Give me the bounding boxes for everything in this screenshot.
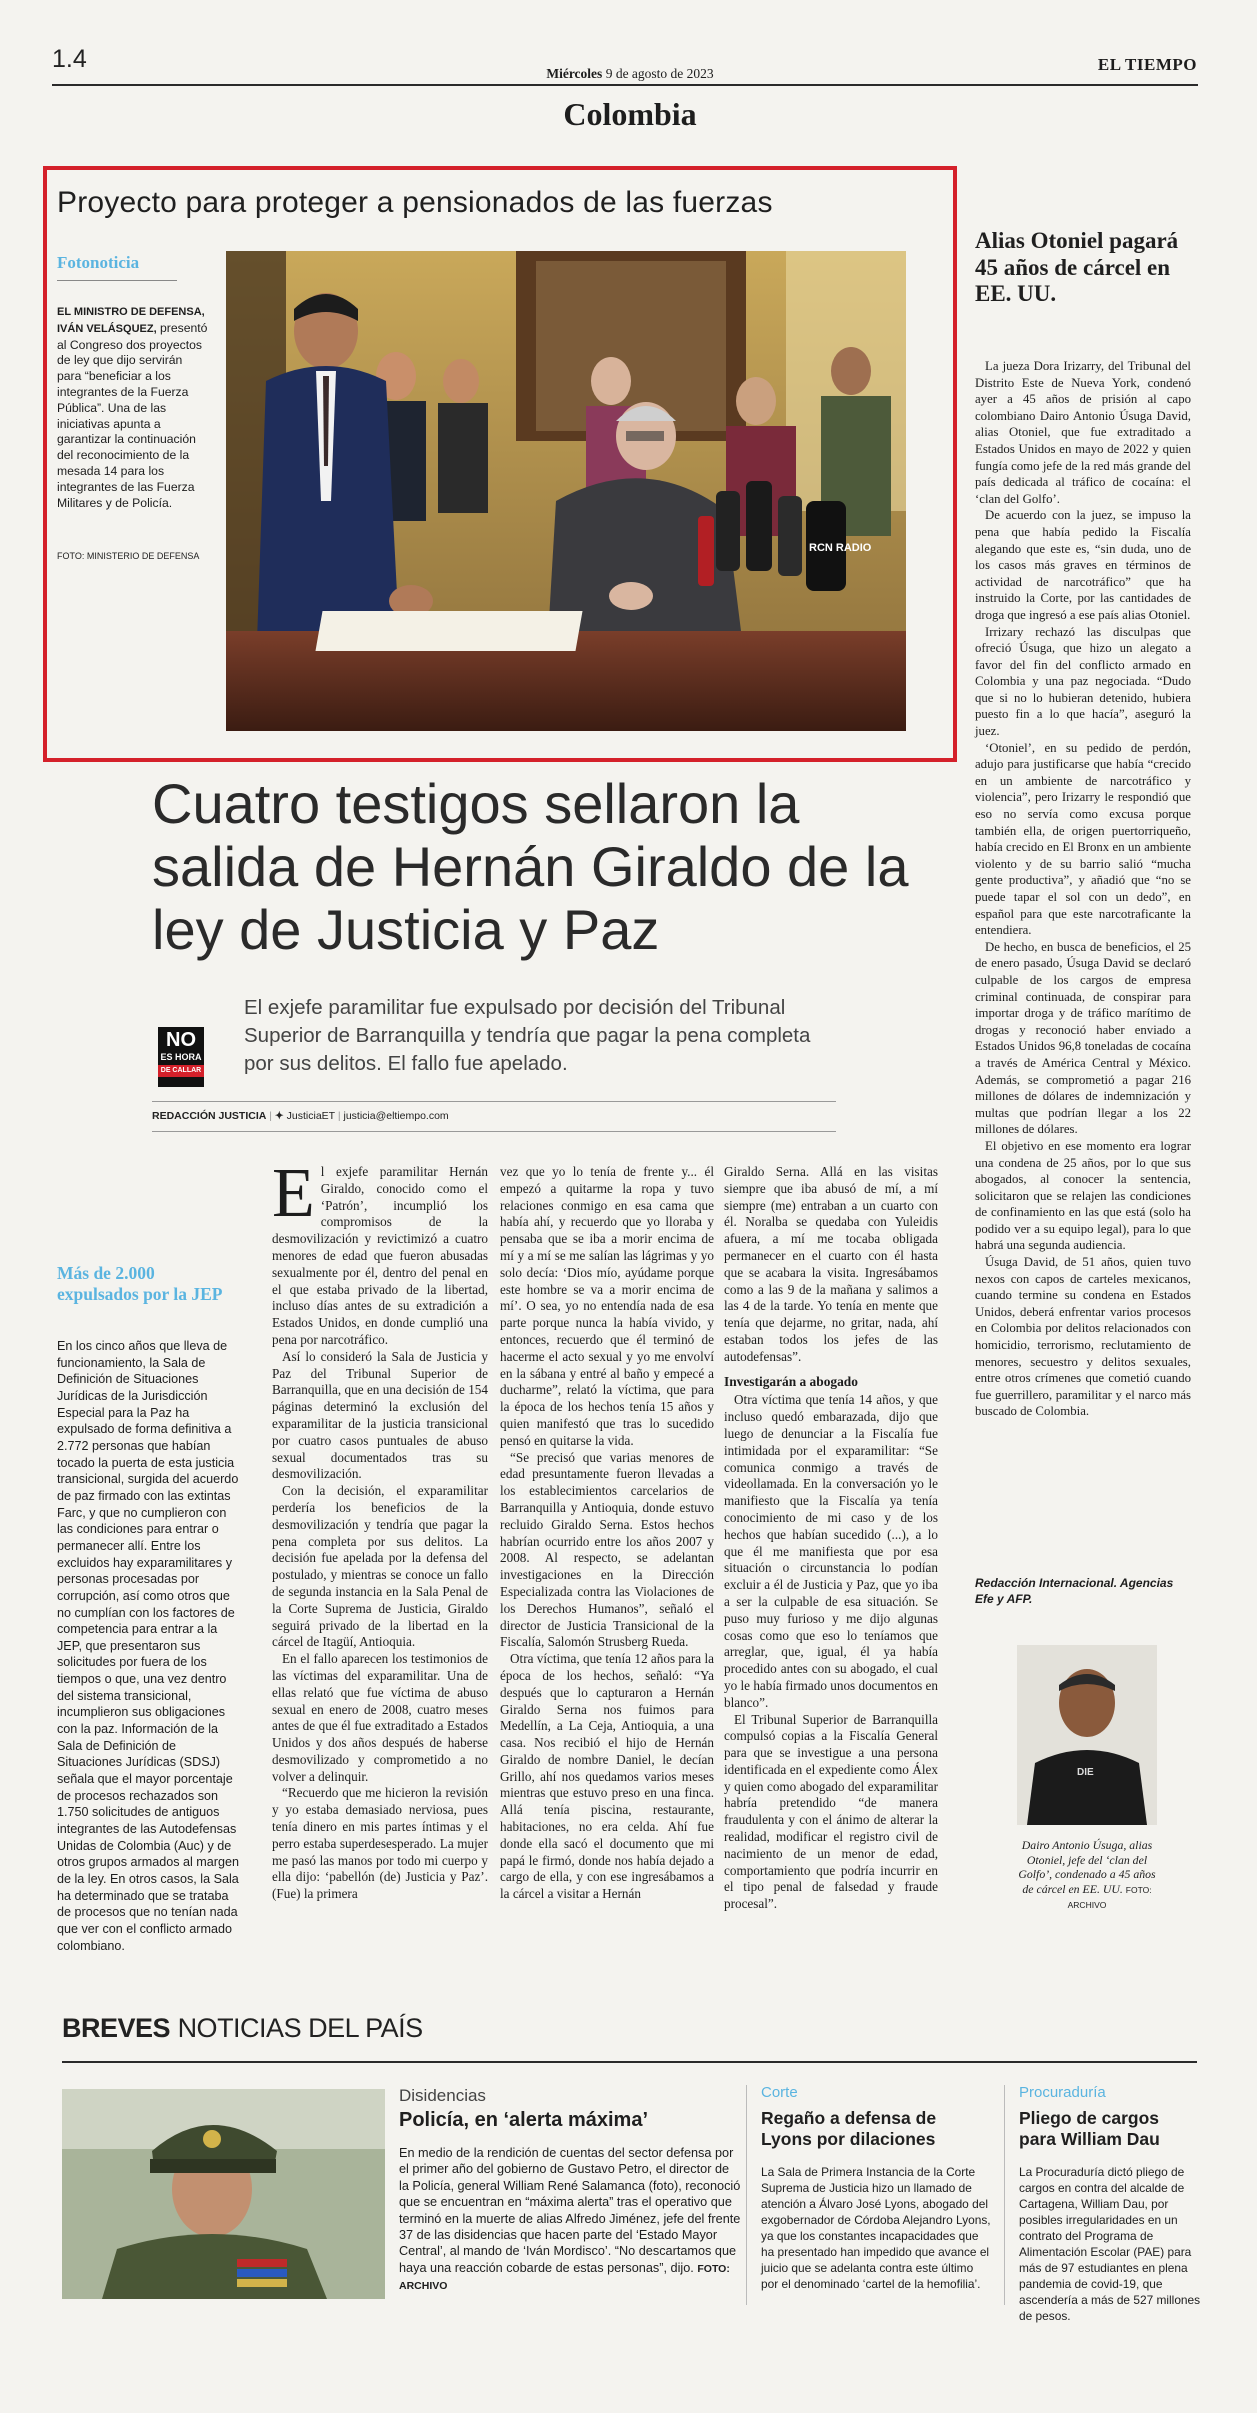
breves-rule [62,2061,1197,2063]
breves-item1-body [399,2145,741,2295]
otoniel-p7: Úsuga David, de 51 años, quien tuvo nexos con capos de carteles mexicanos, cuando termine su condena en Estados Unidos, deberá enfrentar varios procesos en Colombia por delitos relacionados con homicidio, terrorismo, reclutamiento de menores, secuestro y delitos sexuales, entre otros crímenes que cometió cuando fue guerrillero, paramilitar y el narco más buscado de Colombia. [975,1255,1191,1419]
otoniel-body [975,358,1191,1420]
fotonoticia-caption-lead: EL MINISTRO DE DEFENSA, IVÁN VELÁSQUEZ, [57,306,205,335]
col1-p2: Así lo consideró la Sala de Justicia y Paz del Tribunal Superior de Barranquilla, que en una decisión de 154 páginas determinó la exclusión del exparamilitar de la justicia transicional por cuatro casos puntuales de abuso sexual documentados tras su desmovilización. [272,1348,488,1482]
col3-p1: Giraldo Serna. Allá en las visitas siempre que iba abusó de mí, a mí siempre (me) entraban a un cuarto con él. Noralba se quedaba con Yuleidis afuera, a mí me tocaba obligada permanecer en el cuarto con él hasta que se acabara la visita. Ingresábamos como a las 9 de la mañana y salimos a las 4 de la tarde. Yo tenía en mente que tenía que dejarme, no gritar, nada, ahí estaban todos los jefes de las autodefensas”. [724,1164,938,1364]
otoniel-p5: De hecho, en busca de beneficios, el 25 de enero pasado, Úsuga David se declaró culpable de los cargos de empresa criminal continuada, de conspirar para importar droga y de tráfico marítimo de drogas y reconoció haber enviado a Estados Unidos 96,8 toneladas de cocaína a través de América Central y México. Además, se comprometió a pagar 216 millones de dólares de indemnización y multas que podrían llegar a los 22 millones de dólares. [975,939,1191,1137]
breves-item1-text: En medio de la rendición de cuentas del sector defensa por el primer año del gobierno de Gustavo Petro, el director de la Policía, general William René Salamanca (foto), reconoció que se encuentran en “máxima alerta” tras el operativo que terminó en la muerte de alias Alfredo Jiménez, jefe del frente 37 de las disidencias que hacen parte del ‘Estado Mayor Central’, al mando de ‘Iván Mordisco’. “No descartamos que haya una reacción cobarde de estas personas”, dijo. [399,2146,741,2275]
jep-body: En los cinco años que lleva de funcionamiento, la Sala de Definición de Situaciones Jurídicas de la Jurisdicción Especial para la Paz ha expulsado de forma definitiva a 2.772 personas que habían tocado la puerta de esta justicia transicional, surgida del acuerdo de paz firmado con las extintas Farc, y que no cumplieron con las condiciones para entrar o permanecer allí. Entre los excluidos hay exparamilitares y personas procesadas por corrupción, así como otros que no cumplían con los factores de competencia para entrar a la JEP, que presentaron sus solicitudes por fuera de los tiempos o que, una vez dentro del sistema transicional, incumplieron sus obligaciones con la paz. Información de la Sala de Definición de Situaciones Jurídicas (SDSJ) señala que el mayor porcentaje de procesos rechazados son 1.750 solicitudes de antiguos integrantes de las Autodefensas Unidas de Colombia (Auc) y de otros grupos armados al margen de la ley. En otros casos, la Sala ha determinado que se trataba de procesos que no tenían nada que ver con el conflicto armado colombiano. [57,1339,240,1953]
fotonoticia-caption-body: presentó al Congreso dos proyectos de ley que dijo servirán para “beneficiar a los integrantes de la Fuerza Pública”. Una de las iniciativas apunta a garantizar la continuación del reconocimiento de la mesada 14 para los integrantes de las Fuerza Militares y de Policía. [57,320,208,510]
fotonoticia-headline: Proyecto para proteger a pensionados de las fuerzas [57,186,773,219]
col2-p1: vez que yo lo tenía de frente y... él empezó a quitarme la ropa y tuvo relaciones conmigo en esa cama que había ahí, y recuerdo que yo lloraba y pensaba que se iba a morir encima de mí y a mí se me salían las lágrimas y yo solo decía: ‘Dios mío, ayúdame porque este hombre se va a morir encima de mí’. O sea, yo no entendía nada de esa parte porque nunca la había vivido, y entonces, recuerdo que él terminó de hacerme el acto sexual y yo me envolví en la sábana y entré al baño y empecé a ducharme”, relató la víctima, que para la época de los hechos tenía 15 años y quien manifestó que tras lo sucedido pensó en quitarse la vida. [500,1164,714,1448]
breves-item1-credit: FOTO: ARCHIVO [399,2262,730,2293]
fotonoticia-caption [57,304,209,511]
otoniel-credit: Redacción Internacional. Agencias Efe y AFP. [975,1576,1174,1606]
mic-label: RCN RADIO [809,542,872,554]
logo-line1: NO [166,1029,196,1051]
twitter-handle[interactable]: JusticiaET [286,1110,335,1122]
breves-item1-headline: Policía, en ‘alerta máxima’ [399,2109,649,2131]
otoniel-p4: ‘Otoniel’, en su pedido de perdón, adujo para justificarse que había “crecido en un ambiente de narcotráfico y violencia”, pero Irizarry le respondió que eso no servía como excusa porque también ella, de origen puertorriqueño, había crecido en El Bronx en un ambiente violento y de su barrio salió “mucha gente productiva”, y añadió que “no se puede tapar el sol con un dedo”, en español para que este narcotraficante la entendiera. [975,740,1191,938]
otoniel-photo-credit: FOTO: ARCHIVO [1067,1884,1152,1911]
svg-text:DIE: DIE [1077,1767,1094,1778]
page-number: 1.4 [52,45,87,73]
col1-p1: l exjefe paramilitar Hernán Giraldo, conocido como el ‘Patrón’, incumplió los compromisos de la desmovilización y revictimizó a cuatro menores de edad que fueron abusadas sexualmente por él, dentro del penal en el que estaba privado de la libertad, incluso días antes de su extradición a Estados Unidos, en donde cumplió una pena por narcotráfico. [272,1164,488,1347]
main-col-1 [272,1155,488,1903]
page-date [510,66,750,82]
col3-p2: Otra víctima que tenía 14 años, y que incluso quedó embarazada, dijo que luego de denunciar a la Fiscalía fue intimidada por el exparamilitar: “Se comunica conmigo a través de videollamada. En la conversación yo le manifiesto que la Fiscalía ya tenía conocimiento de mi caso y de los hechos que habían sucedido (...), a lo que él me manifiesta que por esa situación o circunstancia lo podían excluir a él de Justicia y Paz, que yo iba a ser la culpable de esa situación. Se puso muy furioso y me dijo algunas cosas como que eso lo teníamos que arreglar, que, igual, él ya había procedido antes con su abogado, el cual yo le había firmado unos documentos en blanco”. [724,1392,938,1710]
fotonoticia-kicker-rule [57,280,177,281]
date-rest: 9 de agosto de 2023 [605,66,714,81]
breves-divider-1 [746,2085,747,2305]
date-day: Miércoles [546,66,603,81]
byline: REDACCIÓN JUSTICIA [152,1110,267,1122]
col2-p2: “Se precisó que varias menores de edad presuntamente fueron llevadas a los establecimientos carcelarios de Barranquilla y Antioquia, donde estuvo recluido Giraldo Serna. Estos hechos habrían ocurrido entre los años 2007 y 2008. Al respecto, se adelantan investigaciones en la Dirección Especializada contra las Violaciones de los Derechos Humanos”, señaló el director de Justicia Transicional de la Fiscalía, Salomón Strusberg Rueda. [500,1449,714,1650]
breves-divider-2 [1004,2085,1005,2305]
byline-bar: REDACCIÓN JUSTICIA | ✦ JusticiaET | justicia@eltiempo.com [152,1110,449,1122]
otoniel-p1: La jueza Dora Irizarry, del Tribunal del Distrito Este de Nueva York, condenó ayer a 45 años de prisión al capo colombiano Dairo Antonio Úsuga David, alias Otoniel, que fue extraditado a Estados Unidos en mayo de 2022 y quien fungía como jefe de la red más grande del país dedicada al tráfico de cocaína: el ‘clan del Golfo’. [975,359,1191,506]
fotonoticia-credit: FOTO: MINISTERIO DE DEFENSA [57,551,200,561]
breves-item3-body: La Procuraduría dictó pliego de cargos en contra del alcalde de Cartagena, William Dau, por posibles irregularidades en un contrato del Programa de Alimentación Escolar (PAE) para más de 97 estudiantes en plena pandemia de covid-19, que ascendería a más de 527 millones de pesos. [1019,2165,1201,2323]
col3-subhead: Investigarán a abogado [724,1373,858,1389]
section-title: Colombia [563,96,697,132]
breves-item3-headline: Pliego de cargos para William Dau [1019,2108,1160,2149]
breves-item2-headline: Regaño a defensa de Lyons por dilaciones [761,2108,937,2149]
main-col-2 [500,1164,714,1903]
brand-logo: EL TIEMPO [1097,55,1197,74]
breves-bold: BREVES [62,2013,171,2043]
police-general-illustration [62,2089,385,2299]
breves-photo [62,2089,385,2299]
dropcap: E [272,1155,315,1232]
otoniel-portrait-illustration [1017,1645,1157,1825]
fotonoticia-box [43,166,957,762]
logo-line3: DE CALLAR [158,1065,204,1077]
col3-p3: El Tribunal Superior de Barranquilla compulsó copias a la Fiscalía General para que se investigue a una persona identificada en el expediente como Álex y quien como abogado del exparamilitar habría pretendido “de manera fraudulenta y con el ánimo de alterar la realidad, modificar el registro civil de nacimiento de un menor de edad, comportamiento que podría incurrir en el tipo penal de falsedad y fraude procesal”. [724,1711,938,1912]
main-deck: El exjefe paramilitar fue expulsado por decisión del Tribunal Superior de Barranquilla y tendría que pagar la pena completa por sus delitos. El fallo fue apelado. [244,996,811,1075]
breves-item1-kicker: Disidencias [399,2086,486,2105]
header-rule [52,84,1198,86]
email-link[interactable]: justicia@eltiempo.com [343,1110,449,1122]
breves-item3-kicker: Procuraduría [1019,2084,1106,2101]
main-headline: Cuatro testigos sellaron la salida de Hernán Giraldo de la ley de Justicia y Paz [152,772,909,961]
otoniel-headline: Alias Otoniel pagará 45 años de cárcel en EE. UU. [975,228,1179,306]
col1-p5: “Recuerdo que me hicieron la revisión y yo estaba demasiado nerviosa, pues tenía dinero en mis partes íntimas y el perro estaba superdesesperado. La mujer me pasó las manos por todo mi cuerpo y ella dijo: ‘pabellón (de) Justicia y Paz’. (Fue) la primera [272,1785,488,1902]
breves-item2-body: La Sala de Primera Instancia de la Corte Suprema de Justicia hizo un llamado de atención a Álvaro José Lyons, abogado del exgobernador de Córdoba Alejandro Lyons, ya que los constantes incapacidades que ha presentado han impedido que avance el juicio que se adelanta contra este último por el denominado ‘cartel de la hemofilia’. [761,2165,991,2291]
jep-headline: Más de 2.000 expulsados por la JEP [57,1263,223,1304]
otoniel-caption-text: Dairo Antonio Úsuga, alias Otoniel, jefe del ‘clan del Golfo’, condenado a 45 años de cárcel en EE. UU. [1018,1838,1156,1896]
col1-p4: En el fallo aparecen los testimonios de las víctimas del exparamilitar. Una de ellas relató que fue víctima de abuso sexual en enero de 2008, cuatro meses antes de que él fue extraditado a Estados Unidos y dos años después de haberse desmovilizado y comprometido a no volver a delinquir. [272,1651,488,1784]
byline-rule-bottom [152,1131,836,1132]
breves-label [62,2013,423,2044]
col1-p3: Con la decisión, el exparamilitar perdería los beneficios de la desmovilización y tendría que pagar la pena completa por sus delitos. La decisión fue apelada por la defensa del postulado, y mientras se conoce un fallo de segunda instancia en la Sala Penal de la Corte Suprema de Justicia, Giraldo seguirá privado de la libertad en la cárcel de Itagüí, Antioquia. [272,1483,488,1650]
fotonoticia-photo [226,251,906,731]
otoniel-p6: El objetivo en ese momento era lograr una condena de 25 años, por lo que sus abogados, al conocer la sentencia, solicitaron que se relajen las condiciones de confinamiento en las que está (solo ha podido ver a su equipo legal), para lo que habrá una segunda audiencia. [975,1138,1191,1253]
byline-rule-top [152,1101,836,1102]
breves-item2-kicker: Corte [761,2084,798,2101]
otoniel-photo-caption [1017,1838,1157,1913]
signing-ceremony-illustration [226,251,906,731]
col2-p3: Otra víctima, que tenía 12 años para la época de los hechos, señaló: “Ya después que lo capturaron a Hernán Giraldo Serna nos fuimos para Medellín, a La Ceja, Antioquia, a una casa. Nos recibió el hijo de Hernán Giraldo de nombre Daniel, le decían Grillo, ahí nos quedamos varios meses mientras que estuvo preso en una finca. Allá tenía piscina, restaurante, habitaciones, no era celda. Ahí fue donde ella sacó el documento que mi papá le firmó, donde nos había dejado a cargo de ella, y con ese ingresábamos a la cárcel a visitar a Hernán [500,1651,714,1902]
breves-rest: NOTICIAS DEL PAÍS [177,2013,423,2043]
otoniel-p2: De acuerdo con la juez, se impuso la pena que había pedido la Fiscalía alegando que este es, “sin duda, uno de los casos más graves en términos de actividad de narcotráfico” que ha instruido la Corte, por las cantidades de droga que ingresó a ese país alias Otoniel. [975,508,1191,622]
logo-line2: ES HORA [160,1052,202,1062]
no-es-hora-logo [158,1027,204,1087]
main-col-3 [724,1164,938,1913]
otoniel-p3: Irrizary rechazó las disculpas que ofreció Úsuga, que hizo un alegato a favor del fin del conflicto armado en Colombia y una paz negociada. “Dudo que si no lo hubieran detenido, hubiera puesto fin a lo que hacía”, aseguró la juez. [975,624,1191,739]
twitter-icon: ✦ [274,1110,284,1122]
otoniel-photo [1017,1645,1157,1825]
fotonoticia-kicker: Fotonoticia [57,253,140,272]
